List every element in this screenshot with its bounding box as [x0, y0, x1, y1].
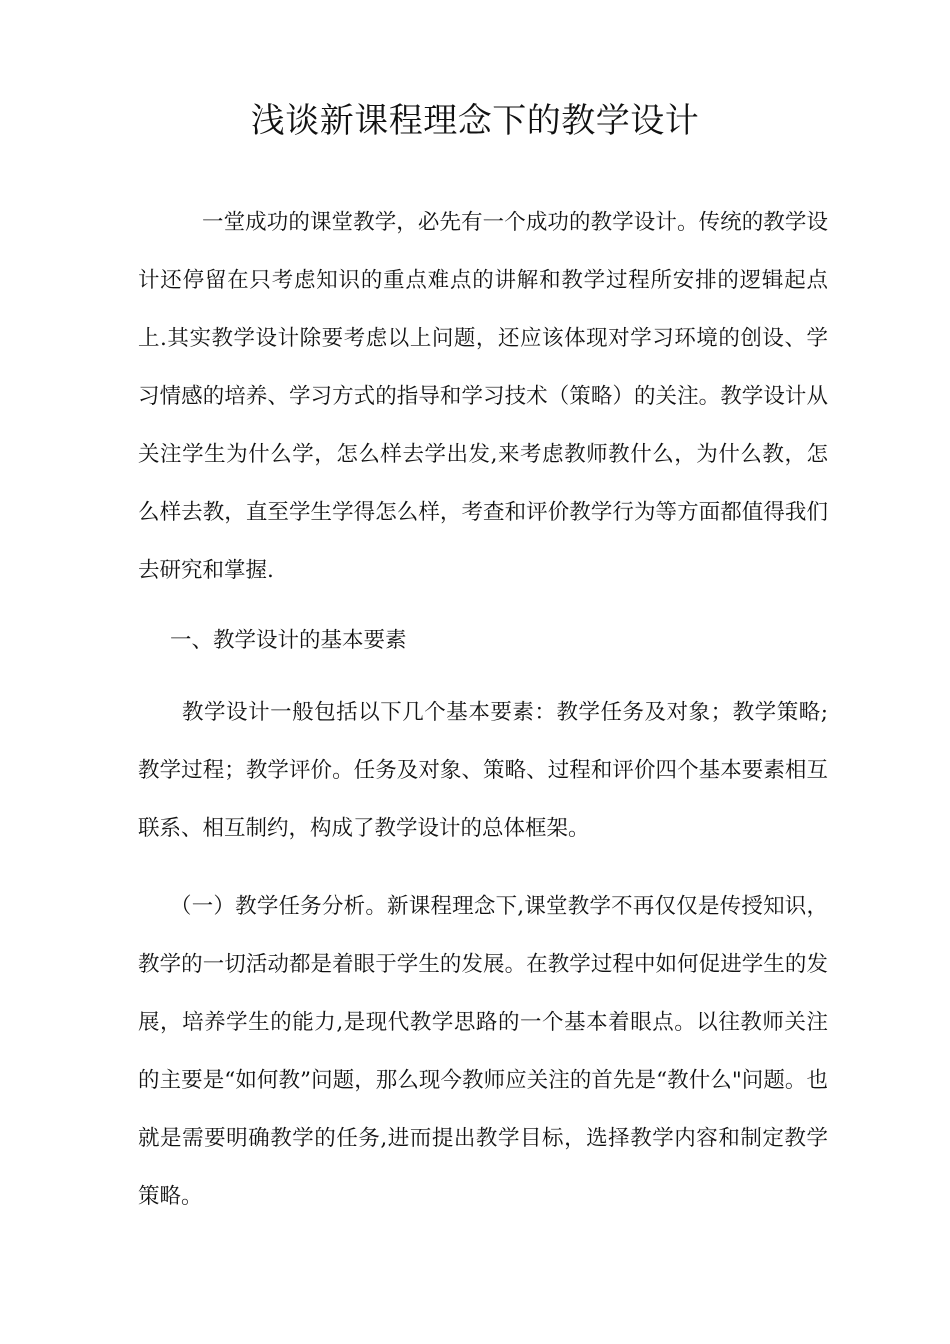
elements-paragraph: 教学设计一般包括以下几个基本要素：教学任务及对象；教学策略;教学过程；教学评价。任务及对象、策略、过程和评价四个基本要素相互联系、相互制约，构成了教学设计的总体框架。: [138, 700, 828, 841]
task-analysis-paragraph: （一）教学任务分析。新课程理念下,课堂教学不再仅仅是传授知识，教学的一切活动都是着眼于学生的发展。在教学过程中如何促进学生的发展，培养学生的能力,是现代教学思路的一个基本着眼点。以往教师关注的主要是“如何教”问题，那么现今教师应关注的首先是“教什么"问题。也就是需要明确教学的任务,进而提出教学目标，选择教学内容和制定教学策略。: [138, 894, 828, 1209]
intro-paragraph: 一堂成功的课堂教学，必先有一个成功的教学设计。传统的教学设计还停留在只考虑知识的重点难点的讲解和教学过程所安排的逻辑起点上.其实教学设计除要考虑以上问题，还应该体现对学习环境的创设、学习情感的培养、学习方式的指导和学习技术（策略）的关注。教学设计从关注学生为什么学，怎么样去学出发,来考虑教师教什么，为什么教，怎么样去教，直至学生学得怎么样，考查和评价教学行为等方面都值得我们去研究和掌握.: [138, 210, 828, 583]
document-title: 浅谈新课程理念下的教学设计: [250, 101, 700, 141]
section-heading: 一、教学设计的基本要素: [170, 628, 407, 653]
